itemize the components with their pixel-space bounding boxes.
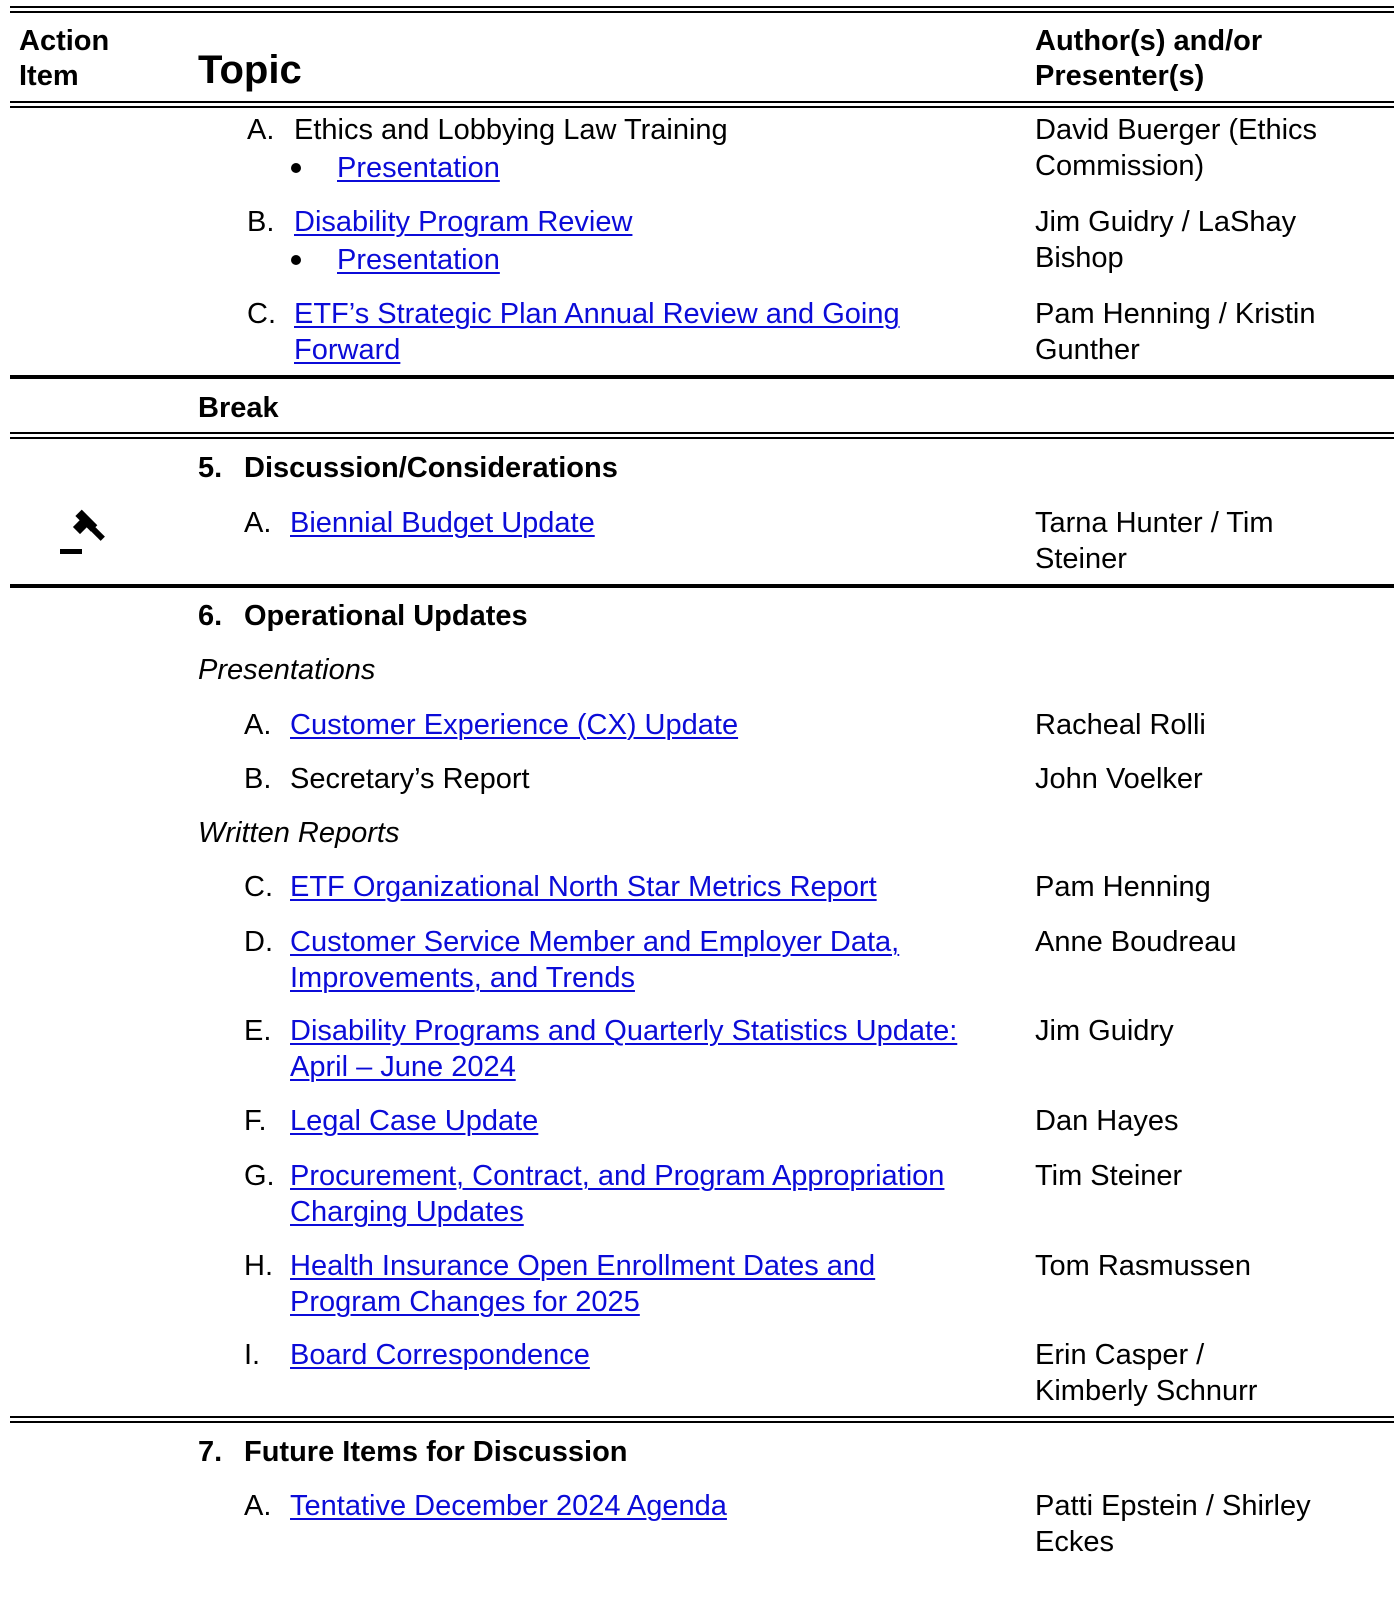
item-4a-author: David Buerger (Ethics Commission)	[1035, 114, 1318, 182]
item-6h-title-link[interactable]: Health Insurance Open Enrollment Dates and Program Changes for 2025	[290, 1250, 876, 1318]
item-6h-author: Tom Rasmussen	[1035, 1250, 1251, 1282]
item-6h-letter: H.	[244, 1250, 273, 1282]
item-6g-author: Tim Steiner	[1035, 1160, 1183, 1192]
item-5a-title-link[interactable]: Biennial Budget Update	[290, 507, 595, 539]
item-4b-author: Jim Guidry / LaShay Bishop	[1035, 206, 1297, 274]
item-6g-title-link[interactable]: Procurement, Contract, and Program Appropriation Charging Updates	[290, 1160, 945, 1228]
item-5a-letter: A.	[244, 507, 272, 539]
item-6e-author: Jim Guidry	[1035, 1015, 1174, 1047]
bullet-icon	[291, 163, 301, 173]
item-4b-letter: B.	[247, 206, 275, 238]
section-6-number: 6.	[198, 600, 223, 632]
item-6e-letter: E.	[244, 1015, 272, 1047]
written-reports-label: Written Reports	[198, 817, 400, 849]
gavel-icon	[58, 508, 110, 558]
header-action-item: Action Item	[19, 25, 110, 92]
header-topic: Topic	[198, 48, 302, 92]
item-6i-title-link[interactable]: Board Correspondence	[290, 1339, 590, 1371]
item-6c-author: Pam Henning	[1035, 871, 1211, 903]
item-6a-letter: A.	[244, 709, 272, 741]
section-7-number: 7.	[198, 1436, 223, 1468]
item-4b-title-link[interactable]: Disability Program Review	[294, 206, 633, 238]
item-6b-author: John Voelker	[1035, 763, 1203, 795]
item-6b-title: Secretary’s Report	[290, 763, 530, 795]
section-rule	[10, 375, 1394, 379]
section-double-rule	[10, 1416, 1394, 1423]
bullet-icon	[291, 255, 301, 265]
item-6i-letter: I.	[244, 1339, 261, 1371]
section-double-rule	[10, 432, 1394, 439]
item-6c-title-link[interactable]: ETF Organizational North Star Metrics Report	[290, 871, 877, 903]
item-6a-title-link[interactable]: Customer Experience (CX) Update	[290, 709, 739, 741]
item-4c-title-link[interactable]: ETF’s Strategic Plan Annual Review and Going Forward	[294, 298, 900, 366]
item-6a-author: Racheal Rolli	[1035, 709, 1206, 741]
header-double-rule	[10, 101, 1394, 108]
item-6d-author: Anne Boudreau	[1035, 926, 1237, 958]
section-6-title: Operational Updates	[244, 600, 528, 632]
item-6d-title-link[interactable]: Customer Service Member and Employer Data, Improvements, and Trends	[290, 926, 900, 994]
item-7a-letter: A.	[244, 1490, 272, 1522]
section-7-title: Future Items for Discussion	[244, 1436, 628, 1468]
section-5-title: Discussion/Considerations	[244, 452, 618, 484]
item-4c-author: Pam Henning / Kristin Gunther	[1035, 298, 1316, 366]
item-6c-letter: C.	[244, 871, 273, 903]
item-4c-letter: C.	[247, 298, 276, 330]
item-4b-presentation-link[interactable]: Presentation	[337, 244, 500, 276]
item-4a-title: Ethics and Lobbying Law Training	[294, 114, 728, 146]
item-4a-presentation-link[interactable]: Presentation	[337, 152, 500, 184]
header-author: Author(s) and/or Presenter(s)	[1035, 25, 1263, 92]
item-6f-author: Dan Hayes	[1035, 1105, 1179, 1137]
item-6b-letter: B.	[244, 763, 272, 795]
item-6e-title-link[interactable]: Disability Programs and Quarterly Statistics Update: April – June 2024	[290, 1015, 958, 1083]
item-4a-letter: A.	[247, 114, 275, 146]
break-label: Break	[198, 392, 279, 424]
section-rule	[10, 584, 1394, 588]
item-6d-letter: D.	[244, 926, 273, 958]
item-6f-letter: F.	[244, 1105, 267, 1137]
item-6g-letter: G.	[244, 1160, 275, 1192]
item-7a-title-link[interactable]: Tentative December 2024 Agenda	[290, 1490, 727, 1522]
item-6i-author: Erin Casper / Kimberly Schnurr	[1035, 1339, 1258, 1407]
presentations-label: Presentations	[198, 654, 376, 686]
section-5-number: 5.	[198, 452, 223, 484]
top-double-rule	[10, 6, 1394, 13]
item-5a-author: Tarna Hunter / Tim Steiner	[1035, 507, 1274, 575]
item-7a-author: Patti Epstein / Shirley Eckes	[1035, 1490, 1311, 1558]
item-6f-title-link[interactable]: Legal Case Update	[290, 1105, 539, 1137]
